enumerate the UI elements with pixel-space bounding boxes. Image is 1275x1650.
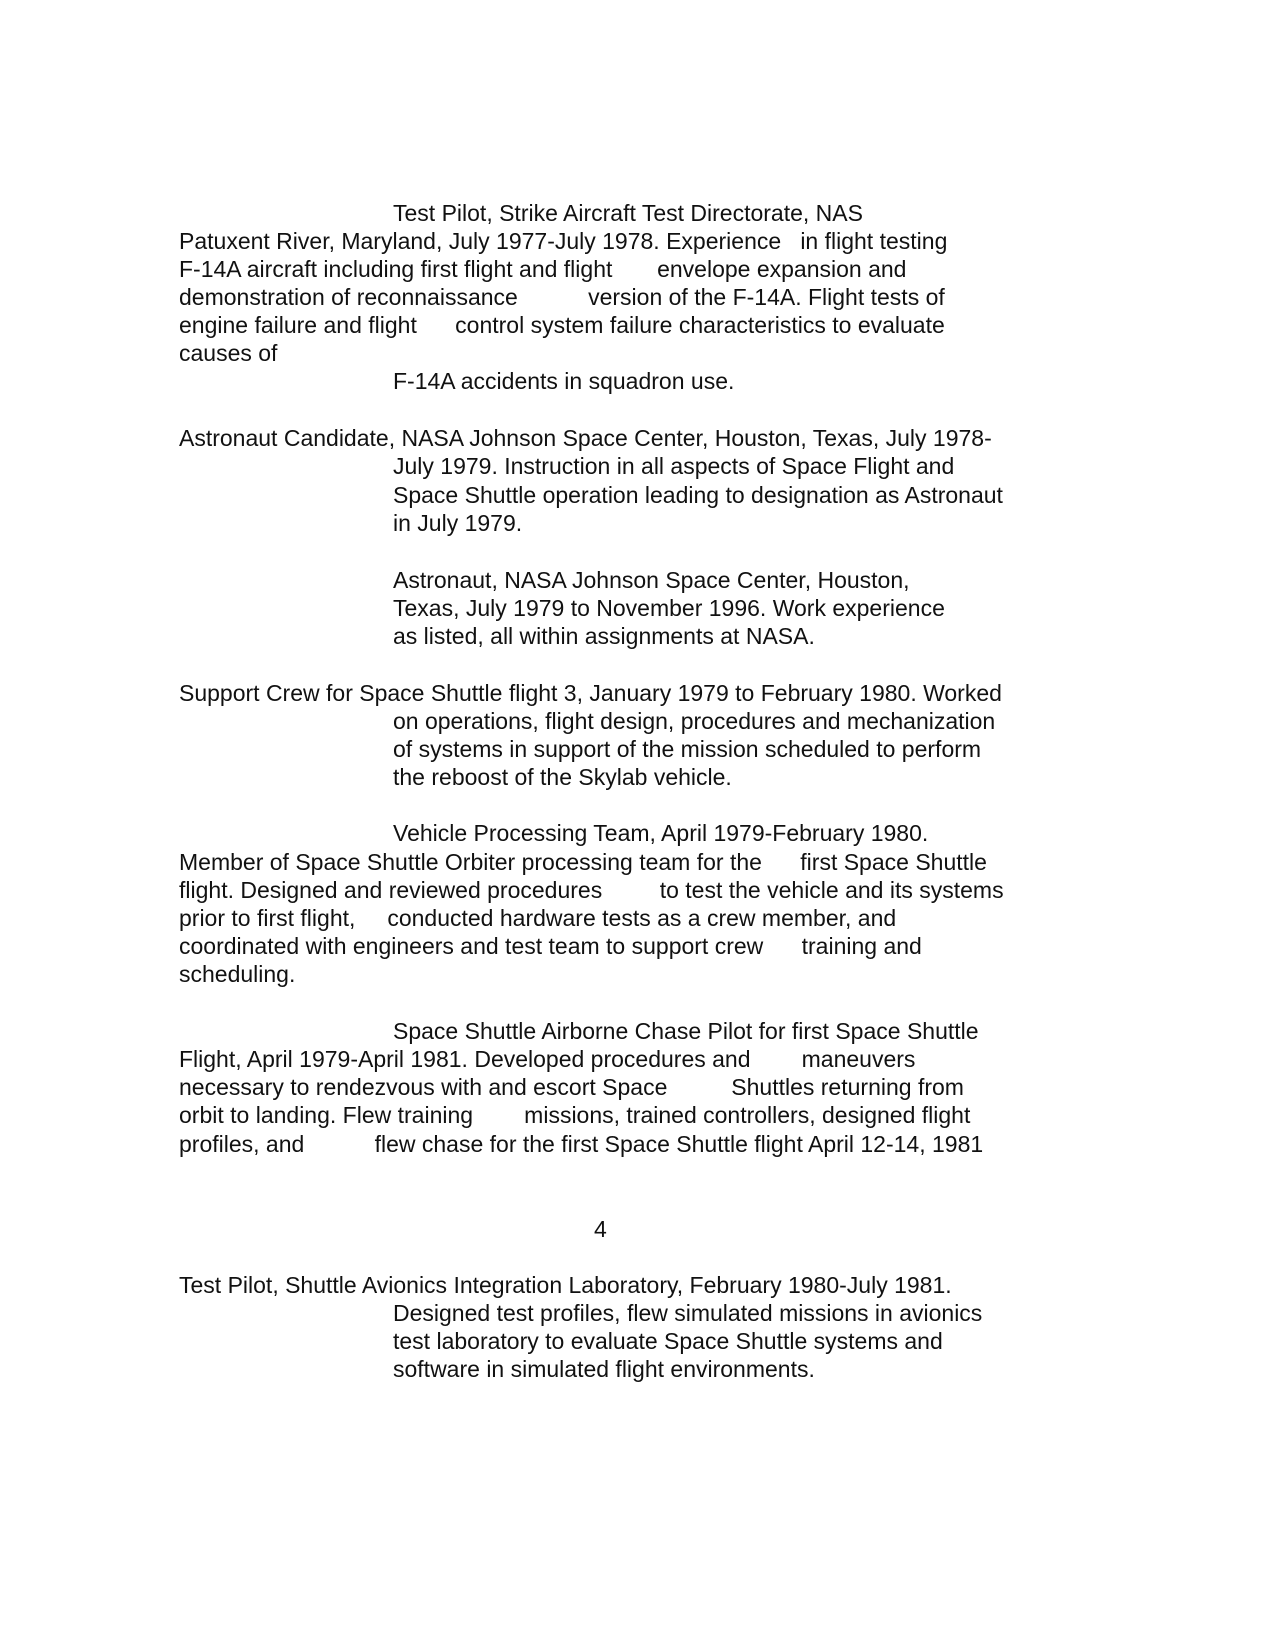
text-line: necessary to rendezvous with and escort Space Shuttles returning from [179, 1074, 964, 1100]
text-line: Astronaut Candidate, NASA Johnson Space Center, Houston, Texas, July 1978- [179, 425, 992, 451]
text-line: Test Pilot, Strike Aircraft Test Directorate, NAS [393, 200, 863, 226]
page-number: 4 [594, 1216, 607, 1242]
text-line: Texas, July 1979 to November 1996. Work experience [393, 595, 945, 621]
text-line: July 1979. Instruction in all aspects of Space Flight and [393, 453, 955, 479]
text-line: on operations, flight design, procedures and mechanization [393, 708, 996, 734]
text-line: in July 1979. [393, 510, 523, 536]
text-line: Space Shuttle operation leading to designation as Astronaut [393, 482, 1003, 508]
text-line: causes of [179, 340, 278, 366]
text-line: F-14A aircraft including first flight and flight envelope expansion and [179, 256, 907, 282]
text-line: profiles, and flew chase for the first Space Shuttle flight April 12-14, 1981 [179, 1131, 984, 1157]
text-line: Support Crew for Space Shuttle flight 3, January 1979 to February 1980. Worked [179, 680, 1002, 706]
text-line: the reboost of the Skylab vehicle. [393, 764, 732, 790]
text-line: flight. Designed and reviewed procedures to test the vehicle and its systems [179, 877, 1004, 903]
text-line: prior to first flight, conducted hardware tests as a crew member, and [179, 905, 897, 931]
text-line: demonstration of reconnaissance version of the F-14A. Flight tests of [179, 284, 945, 310]
text-line: software in simulated flight environments. [393, 1356, 815, 1382]
text-line: Patuxent River, Maryland, July 1977-July 1978. Experience in flight testing [179, 228, 948, 254]
text-line: Member of Space Shuttle Orbiter processing team for the first Space Shuttle [179, 849, 987, 875]
text-line: Flight, April 1979-April 1981. Developed procedures and maneuvers [179, 1046, 916, 1072]
text-line: Designed test profiles, flew simulated missions in avionics [393, 1300, 983, 1326]
text-line: engine failure and flight control system failure characteristics to evaluate [179, 312, 945, 338]
text-line: test laboratory to evaluate Space Shuttle systems and [393, 1328, 943, 1354]
text-line: Space Shuttle Airborne Chase Pilot for first Space Shuttle [393, 1018, 979, 1044]
text-line: Astronaut, NASA Johnson Space Center, Houston, [393, 567, 910, 593]
text-line: F-14A accidents in squadron use. [393, 368, 735, 394]
text-line: of systems in support of the mission scheduled to perform [393, 736, 982, 762]
text-line: Test Pilot, Shuttle Avionics Integration Laboratory, February 1980-July 1981. [179, 1272, 952, 1298]
text-line: orbit to landing. Flew training missions, trained controllers, designed flight [179, 1102, 971, 1128]
text-line: Vehicle Processing Team, April 1979-February 1980. [393, 820, 929, 846]
text-line: as listed, all within assignments at NASA. [393, 623, 815, 649]
text-line: scheduling. [179, 961, 296, 987]
text-line: coordinated with engineers and test team to support crew training and [179, 933, 922, 959]
